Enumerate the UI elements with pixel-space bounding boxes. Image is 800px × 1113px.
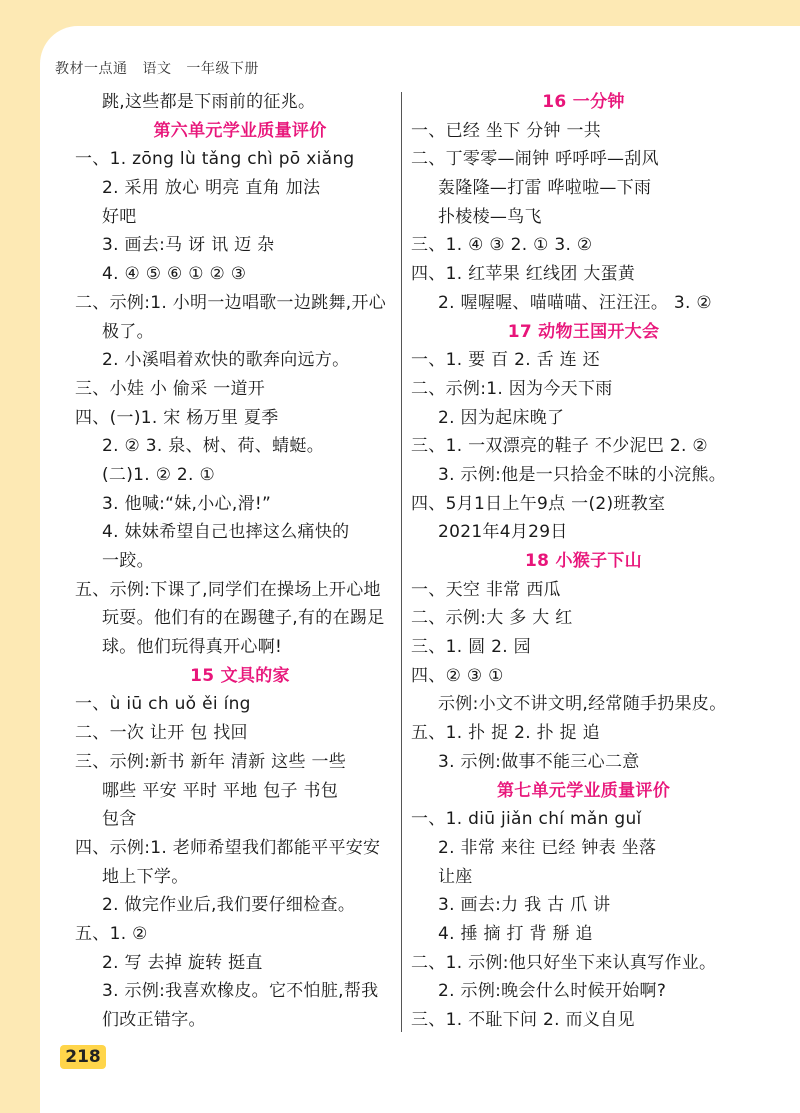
answer-line: 三、1. ④ ③ 2. ① 3. ②: [411, 235, 593, 256]
answer-line: 二、1. 示例:他只好坐下来认真写作业。: [411, 952, 717, 973]
answer-line: 3. 画去:马 讶 讯 迈 杂: [102, 235, 275, 256]
answer-line: 一、1. zōng lù tǎng chì pō xiǎng: [75, 149, 355, 170]
answer-line: 2. ② 3. 泉、树、荷、蜻蜓。: [102, 436, 324, 457]
answer-line: 四、示例:1. 老师希望我们都能平平安安: [75, 837, 381, 858]
answer-line: 2. 非常 来往 已经 钟表 坐落: [438, 837, 657, 858]
section-title: 16 一分钟: [542, 92, 625, 112]
answer-line: 一、天空 非常 西瓜: [411, 579, 561, 600]
answer-line: 一、1. diū jiǎn chí mǎn guǐ: [411, 809, 642, 830]
answer-line: 2. 因为起床晚了: [438, 407, 565, 428]
answer-line: 四、(一)1. 宋 杨万里 夏季: [75, 407, 279, 428]
header-book: 教材一点通: [55, 61, 128, 77]
header-grade: 一年级下册: [186, 61, 259, 77]
answer-line: 一、1. 要 百 2. 舌 连 还: [411, 350, 600, 371]
answer-line: 五、示例:下课了,同学们在操场上开心地: [75, 579, 381, 600]
answer-line: 二、示例:1. 因为今天下雨: [411, 378, 613, 399]
answer-line: 3. 画去:力 我 古 爪 讲: [438, 895, 611, 916]
answer-line: 二、示例:1. 小明一边唱歌一边跳舞,开心: [75, 292, 387, 313]
answer-line: 跳,这些都是下雨前的征兆。: [102, 92, 316, 112]
answer-line: 四、5月1日上午9点 一(2)班教室: [411, 493, 666, 514]
answer-line: 2. 做完作业后,我们要仔细检查。: [102, 895, 356, 916]
answer-line: 让座: [438, 866, 473, 887]
answer-line: 3. 示例:做事不能三心二意: [438, 751, 640, 772]
answer-line: 示例:小文不讲文明,经常随手扔果皮。: [438, 694, 727, 715]
answer-line: 二、示例:大 多 大 红: [411, 608, 573, 629]
answer-line: 4. 妹妹希望自己也摔这么痛快的: [102, 522, 350, 543]
left-column: [75, 88, 405, 1035]
answer-line: (二)1. ② 2. ①: [102, 464, 215, 485]
answer-line: 们改正错字。: [102, 1010, 206, 1030]
answer-line: 玩耍。他们有的在踢毽子,有的在踢足: [102, 608, 385, 629]
answer-line: 好吧: [102, 206, 137, 227]
answer-line: 2. 示例:晚会什么时候开始啊?: [438, 981, 667, 1002]
answer-line: 二、丁零零—闹钟 呼呼呼—刮风: [411, 149, 659, 170]
answer-line: 一、已经 坐下 分钟 一共: [411, 120, 602, 141]
answer-line: 2021年4月29日: [438, 522, 568, 543]
answer-line: 包含: [102, 809, 137, 830]
section-title: 17 动物王国开大会: [507, 321, 660, 342]
answer-line: 一跤。: [102, 551, 154, 571]
answer-line: 2. 喔喔喔、喵喵喵、汪汪汪。 3. ②: [438, 292, 712, 313]
answer-line: 二、一次 让开 包 找回: [75, 723, 248, 744]
answer-line: 地上下学。: [102, 866, 189, 887]
answer-line: 2. 写 去掉 旋转 挺直: [102, 952, 263, 973]
answer-line: 三、1. 一双漂亮的鞋子 不少泥巴 2. ②: [411, 436, 708, 457]
page-number: 218: [60, 1045, 106, 1069]
answer-line: 一、ù iū ch uǒ ěi íng: [75, 694, 251, 715]
header-subject: 语文: [142, 61, 172, 77]
answer-line: 2. 小溪唱着欢快的歌奔向远方。: [102, 350, 350, 371]
right-column: [411, 88, 756, 1035]
answer-line: 三、示例:新书 新年 清新 这些 一些: [75, 751, 347, 772]
answer-line: 极了。: [102, 321, 154, 342]
answer-line: 五、1. ②: [75, 923, 148, 944]
answer-line: 五、1. 扑 捉 2. 扑 捉 追: [411, 723, 600, 744]
answer-line: 3. 他喊:“妹,小心,滑!”: [102, 493, 272, 514]
answer-line: 3. 示例:我喜欢橡皮。它不怕脏,帮我: [102, 981, 379, 1002]
answer-line: 轰隆隆—打雷 哗啦啦—下雨: [438, 178, 652, 199]
answer-line: 4. 捶 摘 打 背 掰 追: [438, 923, 593, 944]
answer-line: 球。他们玩得真开心啊!: [102, 637, 283, 658]
answer-line: 三、小娃 小 偷采 一道开: [75, 378, 266, 399]
section-title: 18 小猴子下山: [525, 551, 642, 571]
section-title: 第七单元学业质量评价: [497, 780, 670, 801]
answer-line: 三、1. 不耻下问 2. 而义自见: [411, 1010, 635, 1030]
running-header: [55, 58, 269, 78]
answer-line: 3. 示例:他是一只拾金不昧的小浣熊。: [438, 464, 727, 485]
answer-line: 三、1. 圆 2. 园: [411, 637, 531, 658]
section-title: 第六单元学业质量评价: [153, 120, 327, 141]
answer-line: 2. 采用 放心 明亮 直角 加法: [102, 178, 321, 199]
answer-line: 4. ④ ⑤ ⑥ ① ② ③: [102, 264, 247, 285]
answer-line: 扑棱棱—鸟飞: [438, 206, 542, 227]
answer-line: 哪些 平安 平时 平地 包子 书包: [102, 780, 339, 801]
section-title: 15 文具的家: [190, 665, 290, 686]
answer-line: 四、1. 红苹果 红线团 大蛋黄: [411, 264, 636, 285]
answer-line: 四、② ③ ①: [411, 665, 504, 686]
